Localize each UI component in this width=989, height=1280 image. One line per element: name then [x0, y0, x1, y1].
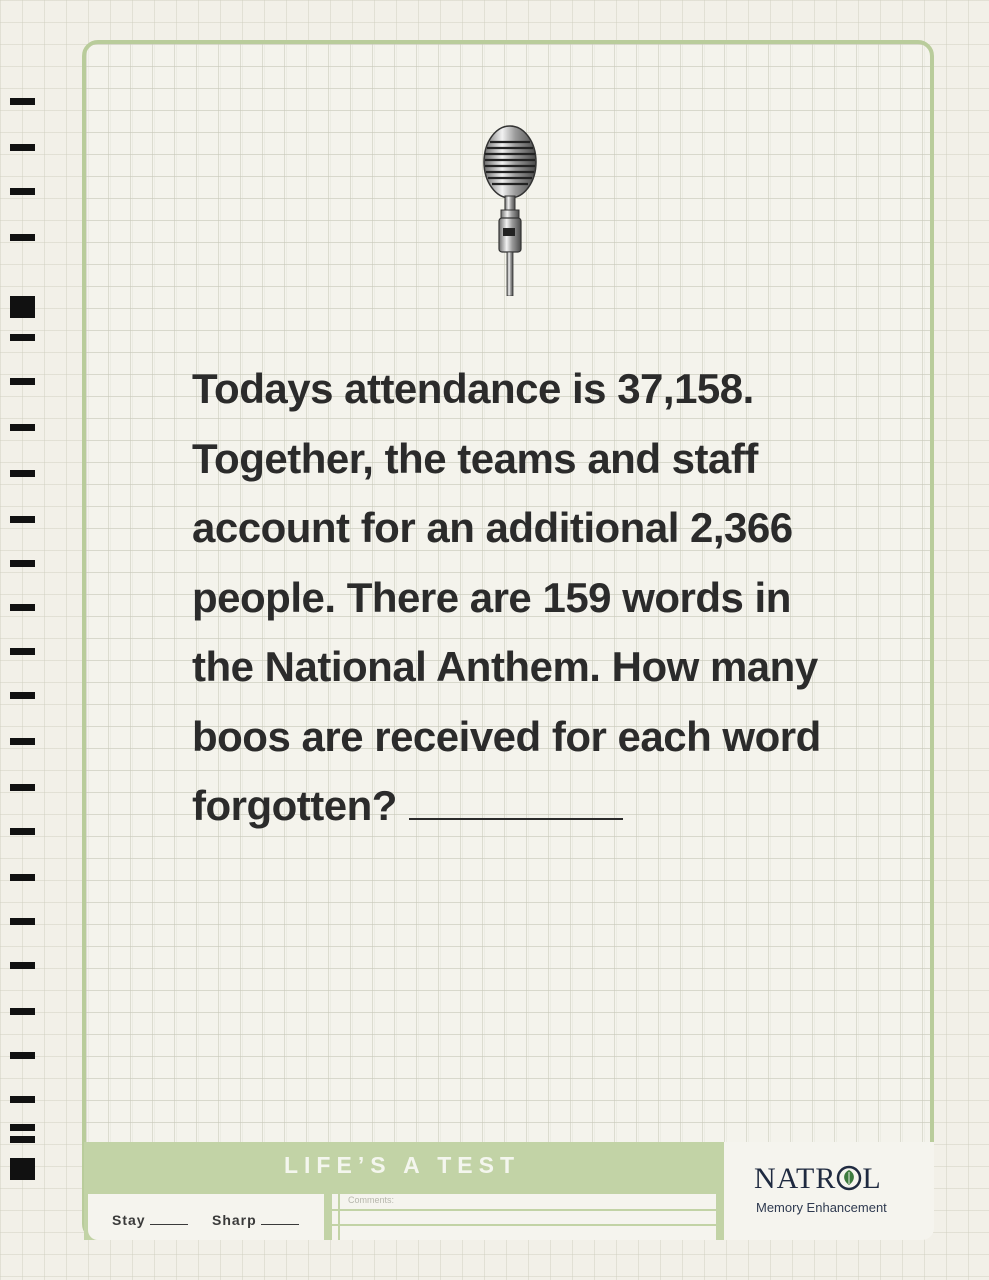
- timing-mark: [10, 962, 35, 969]
- timing-mark: [10, 188, 35, 195]
- timing-mark: [10, 1158, 35, 1180]
- timing-mark: [10, 334, 35, 341]
- timing-mark: [10, 692, 35, 699]
- timing-mark: [10, 296, 35, 318]
- question-last-line: [192, 771, 852, 841]
- timing-marks: [10, 0, 36, 1280]
- timing-mark: [10, 424, 35, 431]
- sharp-blank[interactable]: [261, 1224, 299, 1226]
- timing-mark: [10, 378, 35, 385]
- footer: [84, 1142, 934, 1240]
- timing-mark: [10, 828, 35, 835]
- comments-label: Comments:: [348, 1195, 395, 1205]
- timing-mark: [10, 918, 35, 925]
- sharp-label: Sharp: [212, 1212, 257, 1228]
- timing-mark: [10, 738, 35, 745]
- question-line: Todays attendance is 37,158.: [192, 365, 754, 412]
- tagline: LIFE’S A TEST: [283, 1152, 521, 1178]
- brand-logo: [754, 1162, 882, 1196]
- comments-divider: [338, 1194, 340, 1240]
- comments-box[interactable]: [332, 1194, 716, 1240]
- question-line: account for an additional 2,366: [192, 504, 793, 551]
- question-line: the National Anthem. How many: [192, 643, 818, 690]
- brand-panel: [720, 1142, 934, 1240]
- stay-blank[interactable]: [150, 1224, 188, 1226]
- timing-mark: [10, 1008, 35, 1015]
- tagline-band: [84, 1142, 720, 1192]
- sharp-field: [212, 1212, 299, 1228]
- timing-mark: [10, 648, 35, 655]
- question-line: people. There are 159 words in: [192, 573, 791, 621]
- timing-mark: [10, 516, 35, 523]
- timing-mark: [10, 1124, 35, 1131]
- timing-mark: [10, 784, 35, 791]
- timing-mark: [10, 560, 35, 567]
- brand-name-part2: L: [862, 1162, 882, 1195]
- timing-mark: [10, 234, 35, 241]
- timing-mark: [10, 1136, 35, 1143]
- timing-mark: [10, 1052, 35, 1059]
- answer-blank[interactable]: [409, 818, 623, 820]
- microphone-icon: [478, 124, 542, 296]
- timing-mark: [10, 470, 35, 477]
- stay-field: [112, 1212, 188, 1228]
- timing-mark: [10, 98, 35, 105]
- stay-label: Stay: [112, 1212, 146, 1228]
- footer-form: [84, 1192, 720, 1240]
- timing-mark: [10, 604, 35, 611]
- brand-subtitle: Memory Enhancement: [756, 1200, 887, 1215]
- timing-mark: [10, 144, 35, 151]
- timing-mark: [10, 874, 35, 881]
- leaf-o-icon: [836, 1165, 862, 1191]
- question-line: Together, the teams and staff: [192, 434, 758, 482]
- brand-name-part1: NATR: [754, 1162, 837, 1195]
- question-line: boos are received for each word: [192, 712, 821, 760]
- stay-sharp-box: [88, 1194, 324, 1240]
- timing-mark: [10, 1096, 35, 1103]
- question-text: [192, 354, 852, 841]
- question-line: forgotten?: [192, 782, 397, 829]
